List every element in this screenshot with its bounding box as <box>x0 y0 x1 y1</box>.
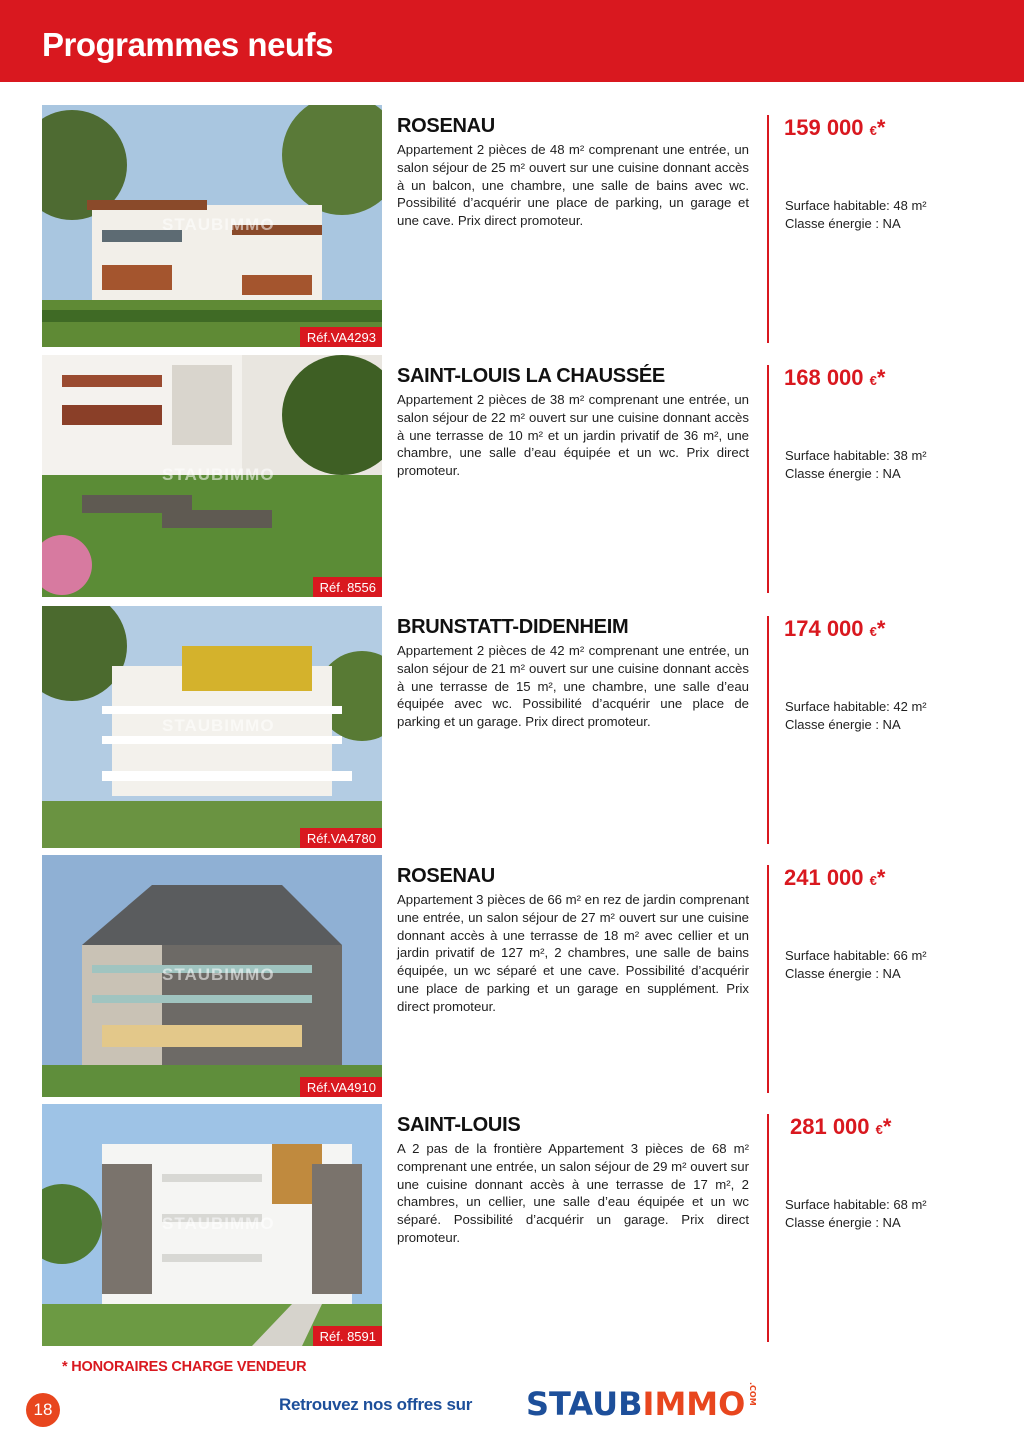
listing-facts <box>785 1196 927 1232</box>
listing-card[interactable] <box>0 606 1024 848</box>
currency: € <box>875 1122 883 1137</box>
listing-facts <box>785 447 927 483</box>
reference-badge: Réf. 8556 <box>313 577 382 597</box>
price-asterisk: * <box>876 616 886 641</box>
reference-badge: Réf.VA4910 <box>300 1077 382 1097</box>
listing-card[interactable] <box>0 355 1024 597</box>
price-amount: 168 000 <box>784 365 864 390</box>
price <box>790 1114 891 1140</box>
page-number: 18 <box>26 1393 60 1427</box>
price-amount: 241 000 <box>784 865 864 890</box>
listing-facts <box>785 698 927 734</box>
reference-badge: Réf.VA4293 <box>300 327 382 347</box>
watermark: STAUBIMMO <box>162 215 275 234</box>
price-asterisk: * <box>876 865 886 890</box>
classe-energie: Classe énergie : NA <box>785 466 901 481</box>
listing-description: Appartement 2 pièces de 48 m² comprenant une entrée, un salon séjour de 25 m² ouvert sur une cuisine donnant accès à un balcon, une chambre, une salle de bains avec wc. Possibilité d’acquérir une place de parking, un garage et une cave. Prix direct promoteur. <box>397 142 749 229</box>
property-photo[interactable] <box>42 105 382 347</box>
surface-habitable: Surface habitable: 48 m² <box>785 198 927 213</box>
currency: € <box>869 373 877 388</box>
listing-description: Appartement 3 pièces de 66 m² en rez de jardin comprenant une entrée, un salon séjour de 27 m² ouvert sur une cuisine donnant accès à une terrasse de 18 m² avec cellier et un jardin privatif de 127 m², 2 chambres, une salle de bains équipée, un wc séparé et une cave. Possibilité d’acquérir une place de parking et un garage en supplément. Prix direct promoteur. <box>397 892 749 1014</box>
price-asterisk: * <box>876 365 886 390</box>
page-title: Programmes neufs <box>42 26 333 63</box>
divider <box>767 115 769 343</box>
listing-title: BRUNSTATT-DIDENHEIM <box>397 616 629 638</box>
listing-title: SAINT-LOUIS <box>397 1114 521 1136</box>
watermark: STAUBIMMO <box>162 965 275 984</box>
surface-habitable: Surface habitable: 68 m² <box>785 1197 927 1212</box>
surface-habitable: Surface habitable: 42 m² <box>785 699 927 714</box>
logo-staub: STAUB <box>526 1385 643 1423</box>
currency: € <box>869 624 877 639</box>
price <box>784 865 885 891</box>
header-bar <box>0 0 1024 82</box>
price-amount: 281 000 <box>790 1114 870 1139</box>
divider <box>767 616 769 844</box>
price-asterisk: * <box>882 1114 892 1139</box>
listing-card[interactable] <box>0 1104 1024 1346</box>
listing-description: Appartement 2 pièces de 38 m² comprenant une entrée, un salon séjour de 22 m² ouvert sur une cuisine donnant accès à une terrasse de 10 m² et un jardin privatif de 36 m², une chambre, une salle d’eau équipée et un wc. Prix direct promoteur. <box>397 392 749 479</box>
watermark: STAUBIMMO <box>162 1214 275 1233</box>
divider <box>767 365 769 593</box>
price-amount: 159 000 <box>784 115 864 140</box>
listing-card[interactable] <box>0 105 1024 347</box>
property-photo[interactable] <box>42 1104 382 1346</box>
currency: € <box>869 123 877 138</box>
currency: € <box>869 873 877 888</box>
listing-title: SAINT-LOUIS LA CHAUSSÉE <box>397 365 665 387</box>
logo-immo: IMMO <box>642 1385 746 1423</box>
fees-footnote: * HONORAIRES CHARGE VENDEUR <box>62 1359 307 1375</box>
staubimmo-logo[interactable] <box>526 1382 769 1425</box>
reference-badge: Réf.VA4780 <box>300 828 382 848</box>
classe-energie: Classe énergie : NA <box>785 216 901 231</box>
surface-habitable: Surface habitable: 38 m² <box>785 448 927 463</box>
listing-facts <box>785 947 927 983</box>
listing-facts <box>785 197 927 233</box>
classe-energie: Classe énergie : NA <box>785 966 901 981</box>
divider <box>767 1114 769 1342</box>
logo-com: .COM <box>748 1382 758 1406</box>
price-asterisk: * <box>876 115 886 140</box>
listing-description: A 2 pas de la frontière Appartement 3 pièces de 68 m² comprenant une entrée, un salon séjour de 29 m² ouvert sur une cuisine donnant accès à une terrasse de 17 m², 2 chambres, un cellier, une salle d’eau équipée et un wc séparé. Possibilité d’acquérir un garage. Prix direct promoteur. <box>397 1141 749 1245</box>
reference-badge: Réf. 8591 <box>313 1326 382 1346</box>
watermark: STAUBIMMO <box>162 465 275 484</box>
watermark: STAUBIMMO <box>162 716 275 735</box>
price <box>784 365 885 391</box>
price <box>784 616 885 642</box>
listing-card[interactable] <box>0 855 1024 1097</box>
offers-tagline: Retrouvez nos offres sur <box>279 1395 473 1414</box>
price-amount: 174 000 <box>784 616 864 641</box>
listing-title: ROSENAU <box>397 115 495 137</box>
price <box>784 115 885 141</box>
classe-energie: Classe énergie : NA <box>785 1215 901 1230</box>
listing-description: Appartement 2 pièces de 42 m² comprenant une entrée, un salon séjour de 21 m² ouvert sur une cuisine donnant accès à une terrasse de 15 m², une chambre, une salle d’eau équipée avec wc. Possibilité d’acquérir une place de parking et un garage. Prix direct promoteur. <box>397 643 749 730</box>
listing-title: ROSENAU <box>397 865 495 887</box>
divider <box>767 865 769 1093</box>
property-photo[interactable] <box>42 855 382 1097</box>
property-photo[interactable] <box>42 606 382 848</box>
classe-energie: Classe énergie : NA <box>785 717 901 732</box>
surface-habitable: Surface habitable: 66 m² <box>785 948 927 963</box>
property-photo[interactable] <box>42 355 382 597</box>
